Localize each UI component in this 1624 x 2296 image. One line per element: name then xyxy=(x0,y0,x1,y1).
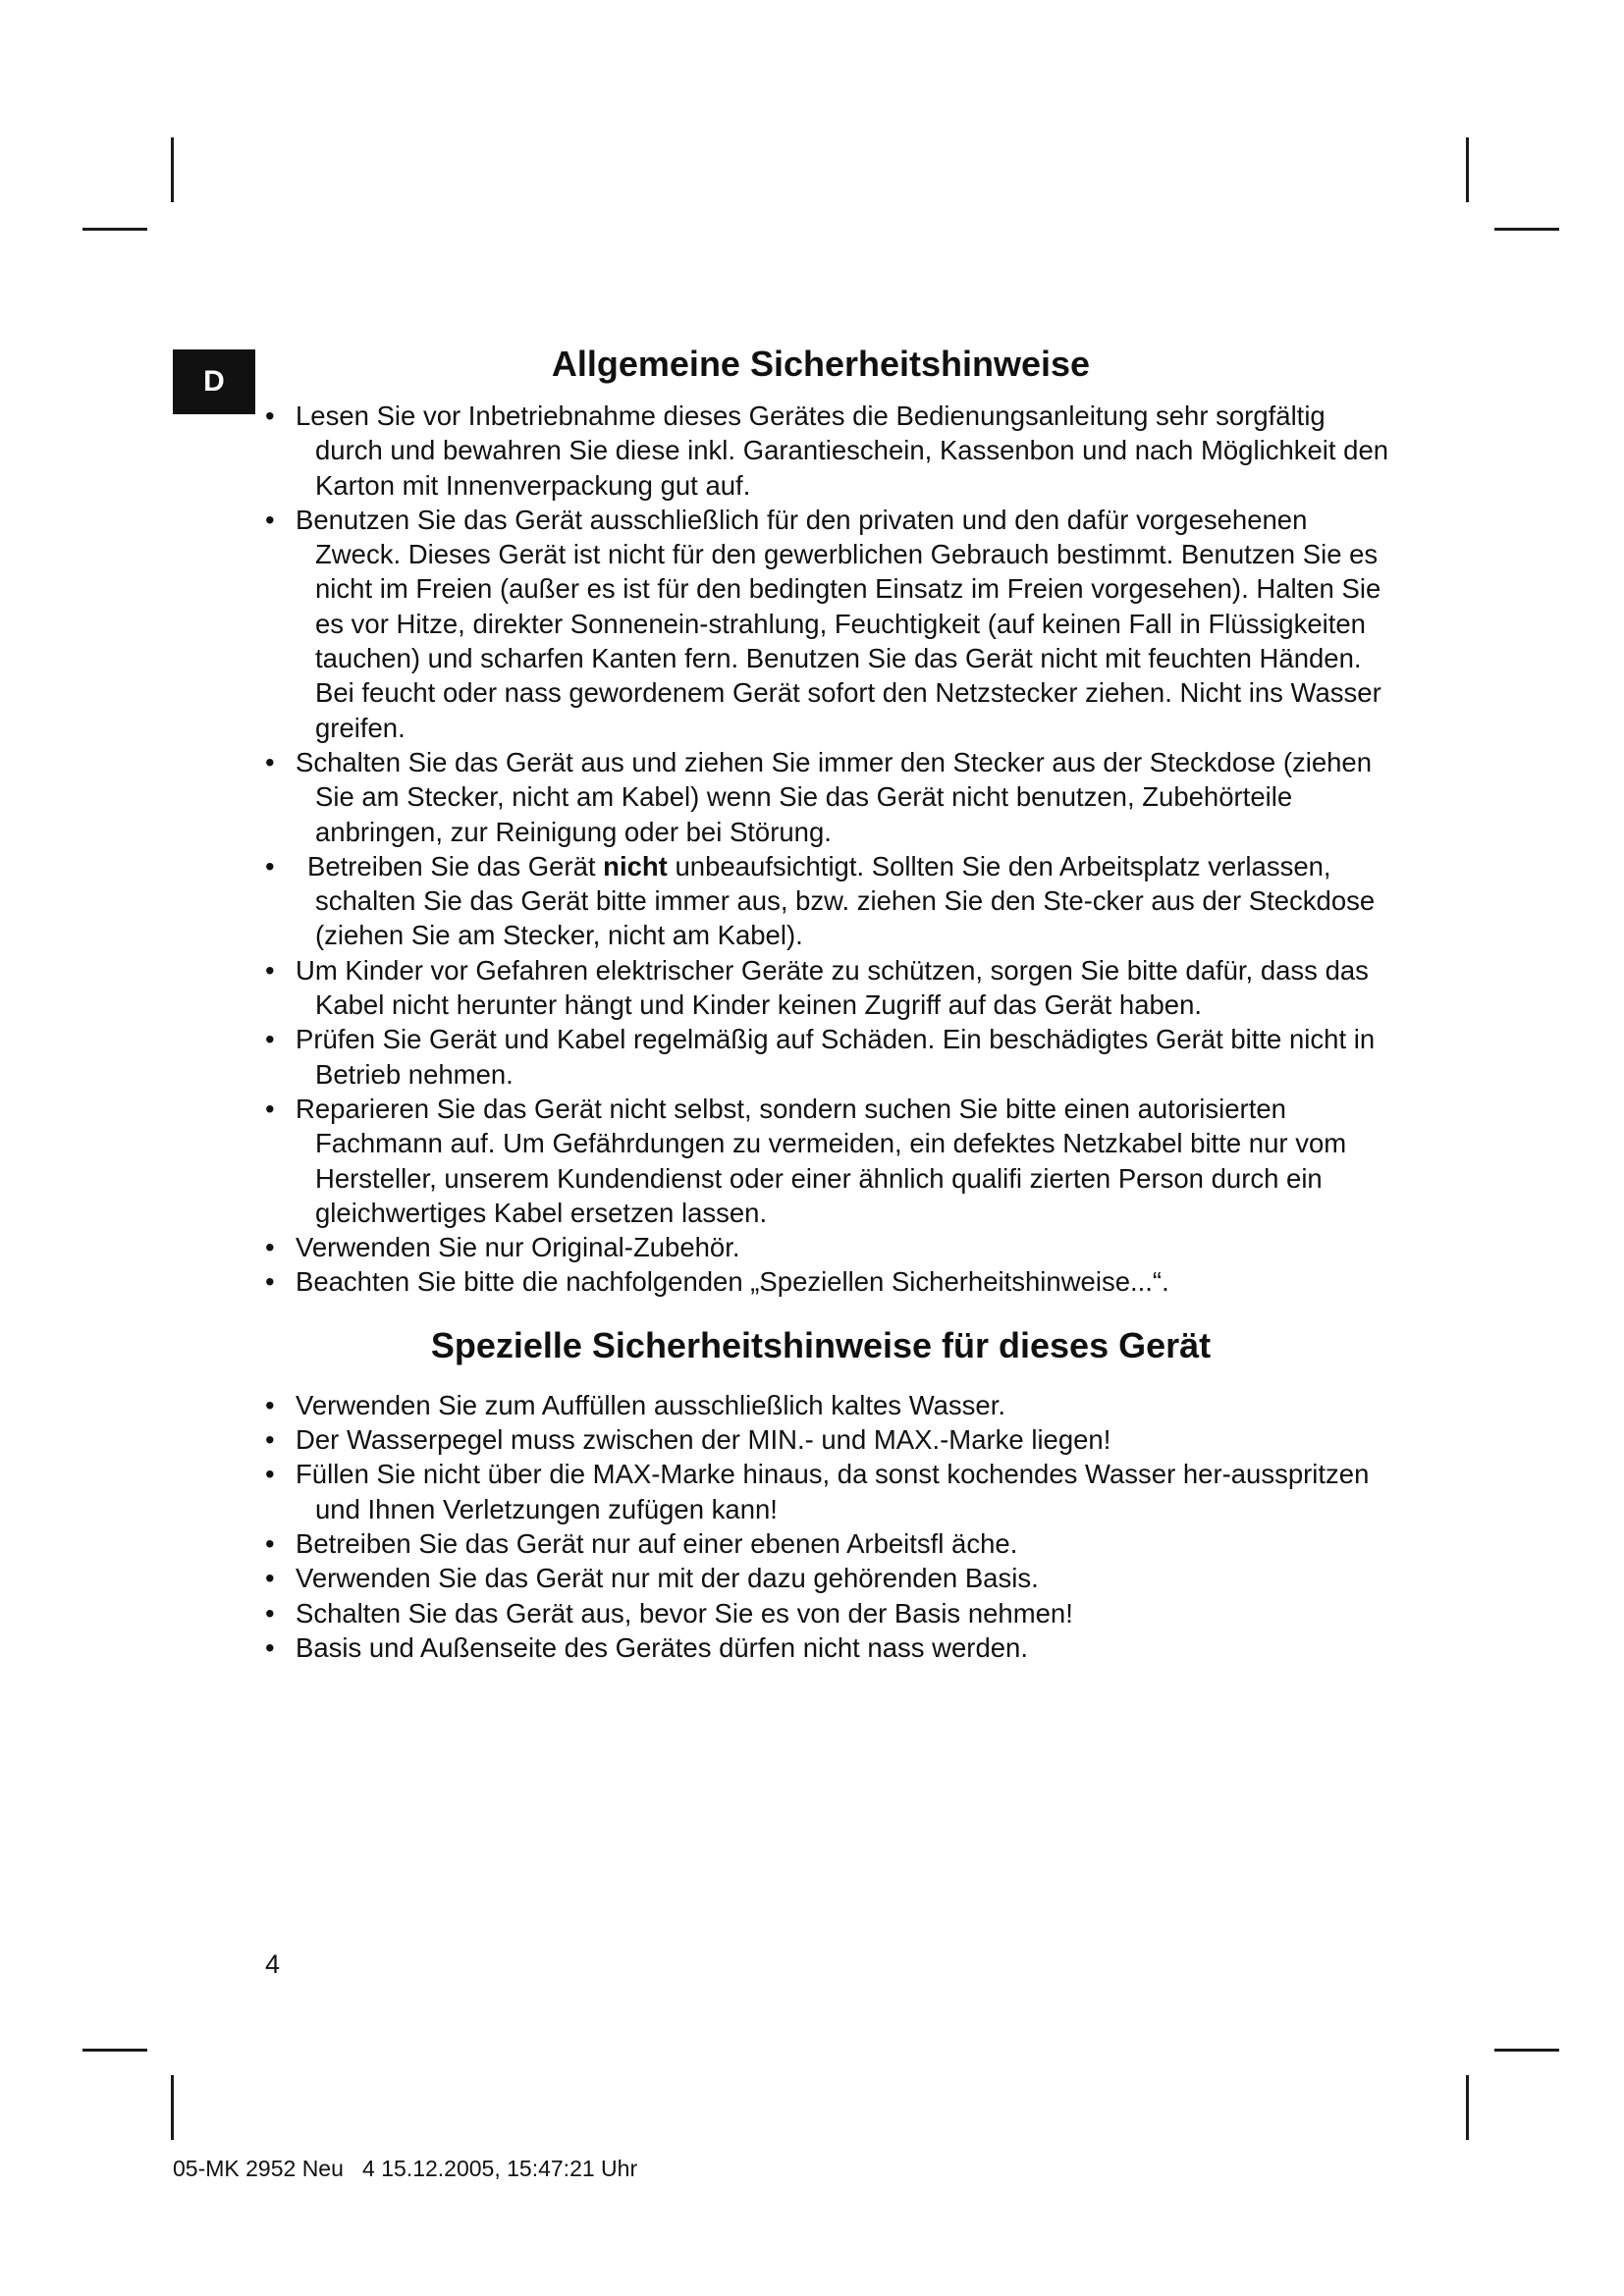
list-item xyxy=(263,953,1392,1023)
crop-mark-top-right-vertical xyxy=(1466,137,1469,202)
list-item xyxy=(263,1561,1392,1595)
list-item xyxy=(263,745,1392,849)
crop-mark-bottom-left-vertical xyxy=(171,2075,174,2140)
list-item-text xyxy=(296,849,1392,953)
list-item xyxy=(263,1092,1392,1230)
list-item-text: Verwenden Sie zum Auffüllen ausschließlich kaltes Wasser. xyxy=(296,1389,1006,1420)
list-item-text: Schalten Sie das Gerät aus und ziehen Sie immer den Stecker aus der Steckdose (ziehen Sie am Stecker, nicht am Kabel) wenn Sie das Gerät nicht benutzen, Zubehörteile anbringen, zur Reinigung oder bei Störung. xyxy=(296,746,1373,847)
bullet: • xyxy=(265,1424,275,1456)
list-item-text: Reparieren Sie das Gerät nicht selbst, sondern suchen Sie bitte einen autorisierten Fachmann auf. Um Gefährdungen zu vermeiden, ein defektes Netzkabel bitte nur vom Hersteller, unserem Kundendienst oder einer ähnlich qualifi zierten Person durch ein gleichwertiges Kabel ersetzen lassen. xyxy=(296,1093,1347,1228)
list-item-text: Um Kinder vor Gefahren elektrischer Geräte zu schützen, sorgen Sie bitte dafür, dass das Kabel nicht herunter hängt und Kinder keinen Zugriff auf das Gerät haben. xyxy=(296,954,1369,1021)
crop-mark-top-left-horizontal xyxy=(82,228,147,231)
bullet: • xyxy=(265,1459,275,1490)
bullet: • xyxy=(265,1527,275,1559)
page-content xyxy=(263,342,1392,1665)
bullet: • xyxy=(265,1093,275,1124)
general-safety-list xyxy=(263,399,1392,1300)
bullet: • xyxy=(265,1631,275,1663)
bullet: • xyxy=(265,1232,275,1263)
list-item-text: Beachten Sie bitte die nachfolgenden „Speziellen Sicherheitshinweise...“. xyxy=(296,1266,1169,1298)
list-item xyxy=(263,1457,1392,1526)
list-item xyxy=(263,1388,1392,1422)
emphasis-text: nicht xyxy=(603,850,668,881)
print-footer: 05-MK 2952 Neu 4 15.12.2005, 15:47:21 Uhr xyxy=(173,2156,638,2181)
list-item xyxy=(263,1596,1392,1630)
crop-mark-bottom-right-horizontal xyxy=(1494,2049,1559,2052)
bullet: • xyxy=(265,1597,275,1629)
list-item xyxy=(263,849,1392,953)
bullet: • xyxy=(265,954,275,986)
bullet: • xyxy=(265,1024,275,1055)
bullet: • xyxy=(265,1563,275,1594)
list-item xyxy=(263,399,1392,503)
list-item-text: Verwenden Sie das Gerät nur mit der dazu gehörenden Basis. xyxy=(296,1563,1039,1594)
page-number: 4 xyxy=(265,1949,281,1979)
bullet: • xyxy=(265,850,275,881)
list-item xyxy=(263,1022,1392,1092)
list-item-text: Schalten Sie das Gerät aus, bevor Sie es von der Basis nehmen! xyxy=(296,1597,1073,1629)
list-item xyxy=(263,1230,1392,1264)
bullet: • xyxy=(265,1266,275,1298)
heading-special-safety: Spezielle Sicherheitshinweise für dieses Gerät xyxy=(430,1324,1212,1365)
bullet: • xyxy=(265,1389,275,1420)
list-item xyxy=(263,503,1392,745)
list-item xyxy=(263,1422,1392,1457)
bullet: • xyxy=(265,400,275,431)
language-tab: D xyxy=(173,349,255,414)
heading-general-safety: Allgemeine Sicherheitshinweise xyxy=(551,344,1091,384)
list-item xyxy=(263,1526,1392,1561)
list-item-text: Der Wasserpegel muss zwischen der MIN.- und MAX.-Marke liegen! xyxy=(296,1424,1111,1456)
list-item-text: Lesen Sie vor Inbetriebnahme dieses Gerätes die Bedienungsanleitung sehr sorgfältig durch und bewahren Sie diese inkl. Garantieschein, Kassenbon und nach Möglichkeit den Karton mit Innenverpackung gut auf. xyxy=(296,400,1389,501)
list-item xyxy=(263,1264,1392,1299)
crop-mark-bottom-right-vertical xyxy=(1466,2075,1469,2140)
list-item-text: Prüfen Sie Gerät und Kabel regelmäßig auf Schäden. Ein beschädigtes Gerät bitte nicht in Betrieb nehmen. xyxy=(296,1024,1376,1090)
special-safety-list xyxy=(263,1388,1392,1665)
list-item-text: Benutzen Sie das Gerät ausschließlich für den privaten und den dafür vorgesehenen Zweck. Dieses Gerät ist nicht für den gewerblichen Gebrauch bestimmt. Benutzen Sie es nicht im Freien (außer es ist für den bedingten Einsatz im Freien vorgesehen). Halten Sie es vor Hitze, direkter Sonnenein-strahlung, Feuchtigkeit (auf keinen Fall in Flüssigkeiten tauchen) und scharfen Kanten fern. Benutzen Sie das Gerät nicht mit feuchten Händen. Bei feucht oder nass gewordenem Gerät sofort den Netzstecker ziehen. Nicht ins Wasser greifen. xyxy=(296,504,1381,743)
list-item-text: Verwenden Sie nur Original-Zubehör. xyxy=(296,1232,740,1263)
list-item-text: Betreiben Sie das Gerät nur auf einer ebenen Arbeitsfl äche. xyxy=(296,1527,1018,1559)
crop-mark-top-left-vertical xyxy=(171,137,174,202)
list-item-text: Füllen Sie nicht über die MAX-Marke hinaus, da sonst kochendes Wasser her-ausspritzen und Ihnen Verletzungen zufügen kann! xyxy=(296,1459,1370,1524)
crop-mark-top-right-horizontal xyxy=(1494,228,1559,231)
bullet: • xyxy=(265,504,275,535)
text-segment: Betreiben Sie das Gerät xyxy=(307,850,604,881)
bullet: • xyxy=(265,746,275,777)
list-item xyxy=(263,1630,1392,1665)
list-item-text: Basis und Außenseite des Gerätes dürfen nicht nass werden. xyxy=(296,1631,1028,1663)
crop-mark-bottom-left-horizontal xyxy=(82,2049,147,2052)
text-segment: unbeaufsichtigt. Sollten Sie den Arbeitsplatz verlassen, schalten Sie das Gerät bitte immer aus, bzw. ziehen Sie den Ste-cker aus der Steckdose (ziehen Sie am Stecker, nicht am Kabel). xyxy=(315,850,1376,951)
